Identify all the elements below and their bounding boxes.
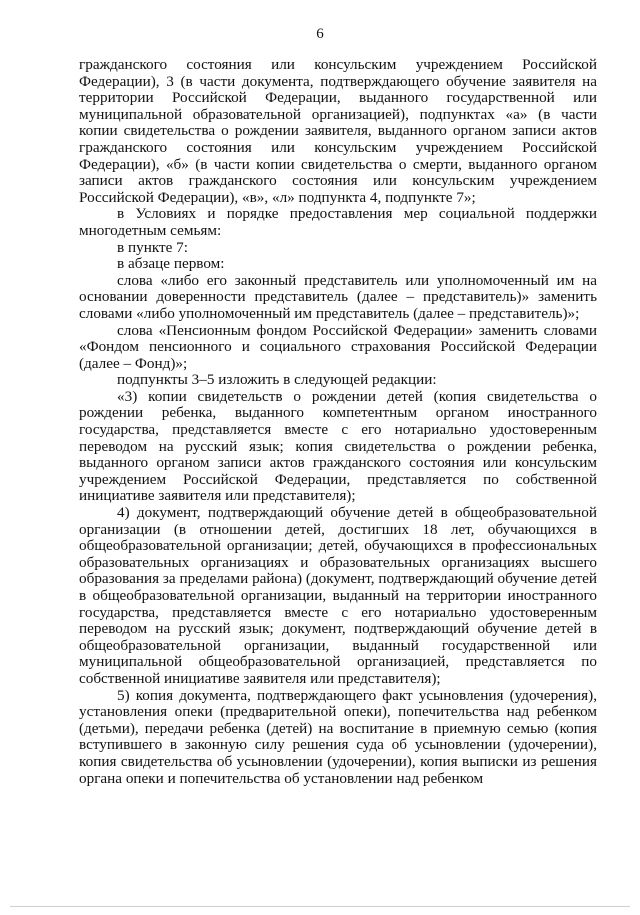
paragraph-subpoint-4: 4) документ, подтверждающий обучение детей в общеобразовательной организации (в отношении детей, достигших 18 лет, обучающихся в общеобразовательной организации; детей, обучающихся в профессиональных образовательных организациях и образовательных организациях высшего образования за пределами района) (документ, подтверждающий обучение детей в общеобразовательной организации, выданный на территории иностранного государства, представляется вместе с его нотариально удостоверенным переводом на русский язык; документ, подтверждающий обучение детей в общеобразовательной организации, выданный государственной или муниципальной общеобразовательной организацией, представляется по собственной инициативе заявителя или представителя); bbox=[79, 504, 597, 687]
paragraph-subpoint-3: «3) копии свидетельств о рождении детей (копия свидетельства о рождении ребенка, выданного компетентным органом иностранного государства, представляется вместе с его нотариально удостоверенным переводом на русский язык; копия свидетельства о рождении ребенка, выданного органом записи актов гражданского состояния или консульским учреждением Российской Федерации, представляется по собственной инициативе заявителя или представителя); bbox=[79, 387, 597, 505]
paragraph-replace-fund: слова «Пенсионным фондом Российской Федерации» заменить словами «Фондом пенсионного и социального страхования Российской Федерации (далее – Фонд)»; bbox=[79, 321, 597, 372]
paragraph-point-7: в пункте 7: bbox=[117, 238, 188, 256]
document-body bbox=[79, 57, 597, 787]
paragraph-first-subparagraph: в абзаце первом: bbox=[117, 255, 225, 273]
paragraph-conditions-intro: в Условиях и порядке предоставления мер социальной поддержки многодетным семьям: bbox=[79, 205, 597, 239]
page-number: 6 bbox=[316, 26, 324, 42]
paragraph-continuation: гражданского состояния или консульским учреждением Российской Федерации), 3 (в части документа, подтверждающего обучение заявителя на территории Российской Федерации, выданного государственной или муниципальной образовательной организацией), подпунктах «а» (в части копии свидетельства о рождении заявителя, выданного органом записи актов гражданского состояния или консульским учреждением Российской Федерации), «б» (в части копии свидетельства о смерти, выданного органом записи актов гражданского состояния или консульским учреждением Российской Федерации), «в», «л» подпункта 4, подпункте 7»; bbox=[79, 56, 597, 206]
paragraph-replace-representative: слова «либо его законный представитель или уполномоченный им на основании доверенности представитель (далее – представитель)» заменить словами «либо уполномоченный им представитель (далее – представитель)»; bbox=[79, 271, 597, 322]
paragraph-subpoints-intro: подпункты 3–5 изложить в следующей редакции: bbox=[117, 371, 437, 389]
page-bottom-edge bbox=[10, 906, 630, 907]
paragraph-subpoint-5: 5) копия документа, подтверждающего факт усыновления (удочерения), установления опеки (предварительной опеки), попечительства над ребенком (детьми), передачи ребенка (детей) на воспитание в приемную семью (копия вступившего в законную силу решения суда об усыновлении (удочерении), копия свидетельства об усыновлении (удочерении), копия выписки из решения органа опеки и попечительства об установлении над ребенком bbox=[79, 686, 597, 787]
